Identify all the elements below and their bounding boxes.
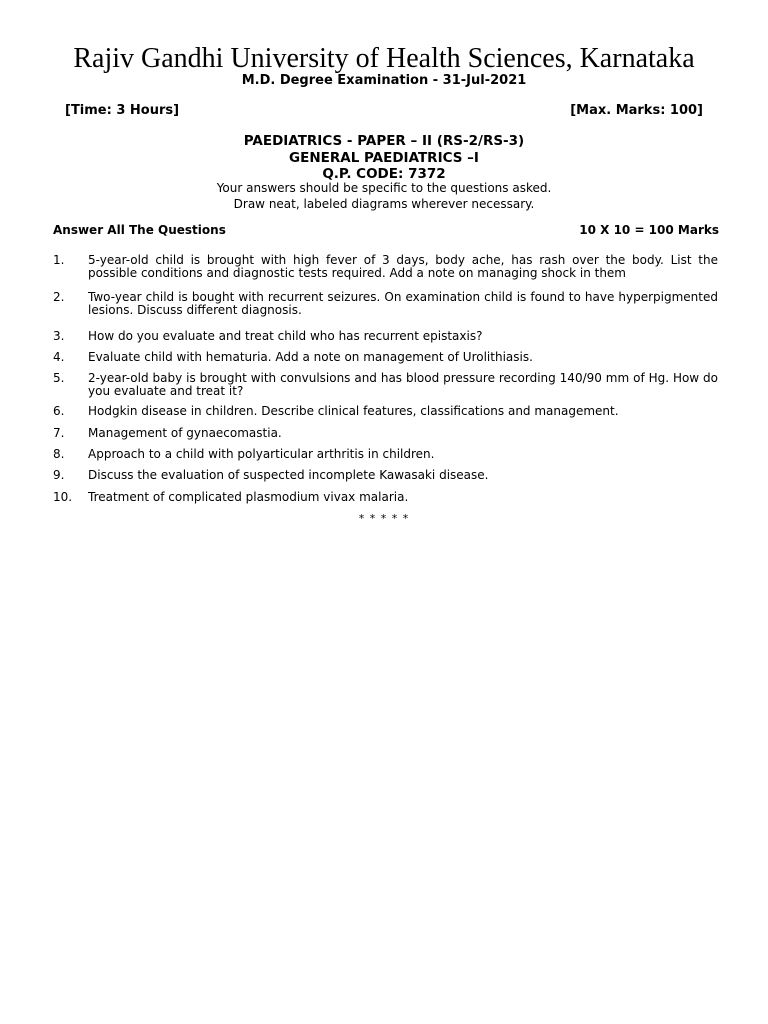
marks-scheme: 10 X 10 = 100 Marks [579,223,719,237]
exam-title: M.D. Degree Examination - 31-Jul-2021 [241,73,527,88]
question-text: Discuss the evaluation of suspected incomplete Kawasaki disease. [88,468,489,482]
question-number: 9. [53,468,65,482]
question-text: 5-year-old child is brought with high fever of 3 days, body ache, has rash over the body. List the possible conditions and diagnostic tests required. Add a note on managing shock in them [88,253,718,280]
question-list [53,254,718,512]
end-of-paper-stars: * * * * * [358,512,410,525]
question-text: 2-year-old baby is brought with convulsions and has blood pressure recording 140/90 mm of Hg. How do you evaluate and treat it? [88,371,718,398]
paper-title: GENERAL PAEDIATRICS –I [289,149,479,166]
question-number: 7. [53,426,65,440]
question-text: How do you evaluate and treat child who has recurrent epistaxis? [88,329,483,343]
question-item [53,254,718,291]
exam-duration: [Time: 3 Hours] [65,103,180,118]
question-item [53,491,718,512]
question-item [53,372,718,405]
time-marks-row [65,102,703,119]
question-number: 5. [53,371,65,385]
question-number: 1. [53,253,65,267]
university-name: Rajiv Gandhi University of Health Sciences, Karnataka [73,43,695,74]
question-number: 6. [53,404,65,418]
question-item [53,427,718,448]
question-number: 8. [53,447,65,461]
question-item [53,448,718,469]
answer-section-header [53,223,719,238]
question-text: Management of gynaecomastia. [88,426,282,440]
question-text: Treatment of complicated plasmodium vivax malaria. [88,490,409,504]
question-item [53,291,718,330]
max-marks: [Max. Marks: 100] [570,103,703,118]
question-text: Approach to a child with polyarticular arthritis in children. [88,447,435,461]
paper-details [0,133,768,183]
question-number: 10. [53,490,73,504]
instruction-line-1: Your answers should be specific to the questions asked. [216,181,552,195]
answer-all-label: Answer All The Questions [53,223,226,237]
instructions [0,181,768,212]
qp-code: Q.P. CODE: 7372 [322,166,446,182]
paper-subject: PAEDIATRICS - PAPER – II (RS-2/RS-3) [243,133,525,149]
question-text: Two-year child is bought with recurrent seizures. On examination child is found to have hyperpigmented lesions. Discuss different diagnosis. [88,290,718,317]
question-number: 3. [53,329,65,343]
question-number: 2. [53,290,65,304]
question-number: 4. [53,350,65,364]
question-item [53,351,718,372]
instruction-line-2: Draw neat, labeled diagrams wherever necessary. [233,196,535,211]
question-text: Hodgkin disease in children. Describe clinical features, classifications and management. [88,404,619,418]
question-item [53,405,718,427]
question-text: Evaluate child with hematuria. Add a note on management of Urolithiasis. [88,350,533,364]
question-item [53,469,718,491]
question-item [53,330,718,351]
